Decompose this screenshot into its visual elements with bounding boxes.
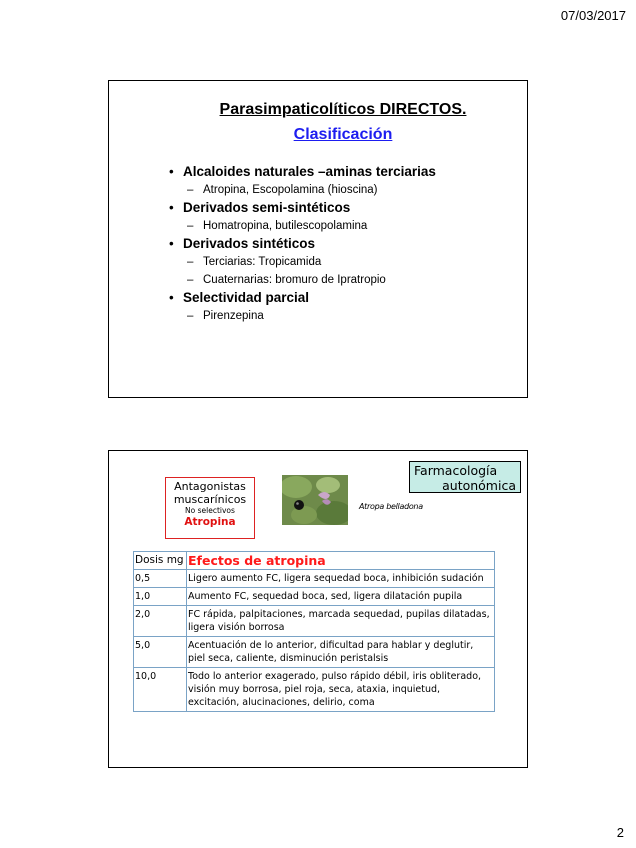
effect-cell: Ligero aumento FC, ligera sequedad boca, inhibición sudación: [187, 570, 495, 588]
farmacologia-line1: Farmacología: [414, 463, 498, 478]
antagonistas-line4: Atropina: [184, 516, 236, 528]
table-row: [134, 637, 495, 668]
antagonistas-line2: muscarínicos: [173, 493, 247, 506]
plant-label: Atropa belladona: [359, 502, 423, 511]
sub-list-item: – Homatropina, butilescopolamina: [169, 217, 519, 235]
slide-clasificacion: [108, 80, 528, 398]
slide-title-block: [109, 101, 527, 144]
effect-cell: Aumento FC, sequedad boca, sed, ligera dilatación pupila: [187, 588, 495, 606]
table-row: [134, 570, 495, 588]
table-row: [134, 606, 495, 637]
list-item: • Alcaloides naturales –aminas terciarias: [169, 163, 519, 181]
dose-cell: 10,0: [134, 668, 187, 712]
dose-header: Dosis mg: [134, 552, 187, 570]
list-item: • Derivados sintéticos: [169, 235, 519, 253]
atropine-effects-table: [133, 551, 495, 712]
table-header-row: [134, 552, 495, 570]
list-item: • Selectividad parcial: [169, 289, 519, 307]
slide-title: Parasimpaticolíticos DIRECTOS.: [219, 101, 467, 118]
antagonistas-box: [165, 477, 255, 539]
belladona-plant-photo: [282, 475, 348, 525]
dose-cell: 2,0: [134, 606, 187, 637]
antagonistas-line3: No selectivos: [185, 506, 235, 515]
sub-list-item: – Cuaternarias: bromuro de Ipratropio: [169, 271, 519, 289]
sub-list-item: – Terciarias: Tropicamida: [169, 253, 519, 271]
dose-cell: 1,0: [134, 588, 187, 606]
farmacologia-line2: autonómica: [442, 478, 516, 493]
slide-subtitle: Clasificación: [293, 126, 393, 143]
page-number: 2: [616, 825, 624, 840]
list-item: • Derivados semi-sintéticos: [169, 199, 519, 217]
sub-list-item: – Pirenzepina: [169, 307, 519, 325]
antagonistas-line1: Antagonistas: [174, 480, 246, 493]
sub-list-item: – Atropina, Escopolamina (hioscina): [169, 181, 519, 199]
effect-cell: Todo lo anterior exagerado, pulso rápido débil, iris obliterado, visión muy borrosa, piel roja, seca, ataxia, inquietud, excitación, alucinaciones, delirio, coma: [187, 668, 495, 712]
table-row: [134, 668, 495, 712]
classification-list: [169, 163, 519, 325]
dose-cell: 5,0: [134, 637, 187, 668]
effect-cell: Acentuación de lo anterior, dificultad para hablar y deglutir, piel seca, caliente, disminución peristalsis: [187, 637, 495, 668]
farmacologia-badge: [409, 461, 521, 493]
effects-header: Efectos de atropina: [187, 552, 495, 570]
table-row: [134, 588, 495, 606]
dose-cell: 0,5: [134, 570, 187, 588]
effect-cell: FC rápida, palpitaciones, marcada sequedad, pupilas dilatadas, ligera visión borrosa: [187, 606, 495, 637]
slide-efectos-atropina: [108, 450, 528, 768]
date-label: 07/03/2017: [560, 8, 626, 23]
